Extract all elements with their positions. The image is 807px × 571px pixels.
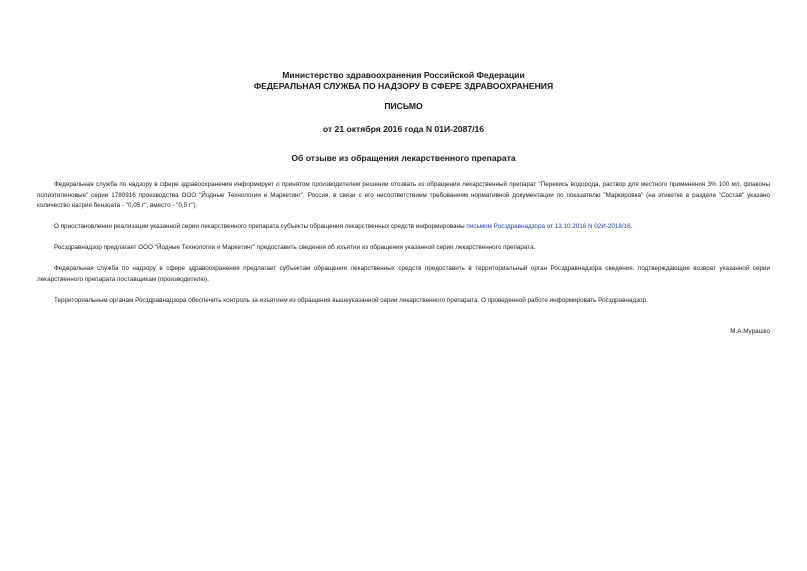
document-date-number: от 21 октября 2016 года N 01И-2087/16 [322, 124, 485, 134]
document-subject: Об отзыве из обращения лекарственного препарата [291, 153, 516, 163]
reference-letter-link[interactable]: письмом Росздравнадзора от 13.10.2016 N 02И-2018/16 [466, 223, 631, 230]
paragraph-manufacturer-request: Росздравнадзор предлагает ООО "Йодные Технологии и Маркетинг" предоставить сведения об изъятии из обращения указанной серии лекарственного препарата. [54, 244, 536, 251]
paragraph-recall-notice: Федеральная служба по надзору в сфере здравоохранения информирует о принятом производителем решении отозвать из обращения лекарственный препарат "Перекись водорода, раствор для местного применения 3% 100 мл, флаконы полиэтиленовые" серии 1780916 производства ООО "Йодные Технологии и Маркетинг", Россия, в связи с его несоответствием требованиям нормативной документации по показателю "Маркировка" (на этикетке в разделе "Состав" указано количество натрия бензоата - "0,05 г", вместо - "0,5 г"). [37, 181, 770, 210]
paragraph-text-end: . [630, 223, 633, 230]
signature: М.А.Мурашко [730, 328, 770, 335]
paragraph-subjects-request: Федеральная служба по надзору в сфере здравоохранения предлагает субъектам обращения лекарственных средств предоставить в территориальный орган Росздравнадзора сведения, подтверждающие возврат указанной серии лекарственного препарата поставщикам (производителю). [37, 265, 770, 283]
paragraph-territorial-control: Территориальным органам Росздравнадзора обеспечить контроль за изъятием из обращения вышеуказанной серии лекарственного препарата. О проведенной работе информировать Росздравнадзор. [54, 297, 648, 304]
service-name: ФЕДЕРАЛЬНАЯ СЛУЖБА ПО НАДЗОРУ В СФЕРЕ ЗДРАВООХРАНЕНИЯ [253, 81, 554, 91]
ministry-name: Министерство здравоохранения Российской Федерации [282, 70, 525, 80]
paragraph-suspension-notice [37, 222, 770, 233]
paragraph-text: О приостановлении реализации указанной серии лекарственного препарата субъекты обращения лекарственных средств информированы [54, 223, 467, 230]
document-type: ПИСЬМО [384, 101, 423, 111]
document-page [37, 0, 770, 571]
